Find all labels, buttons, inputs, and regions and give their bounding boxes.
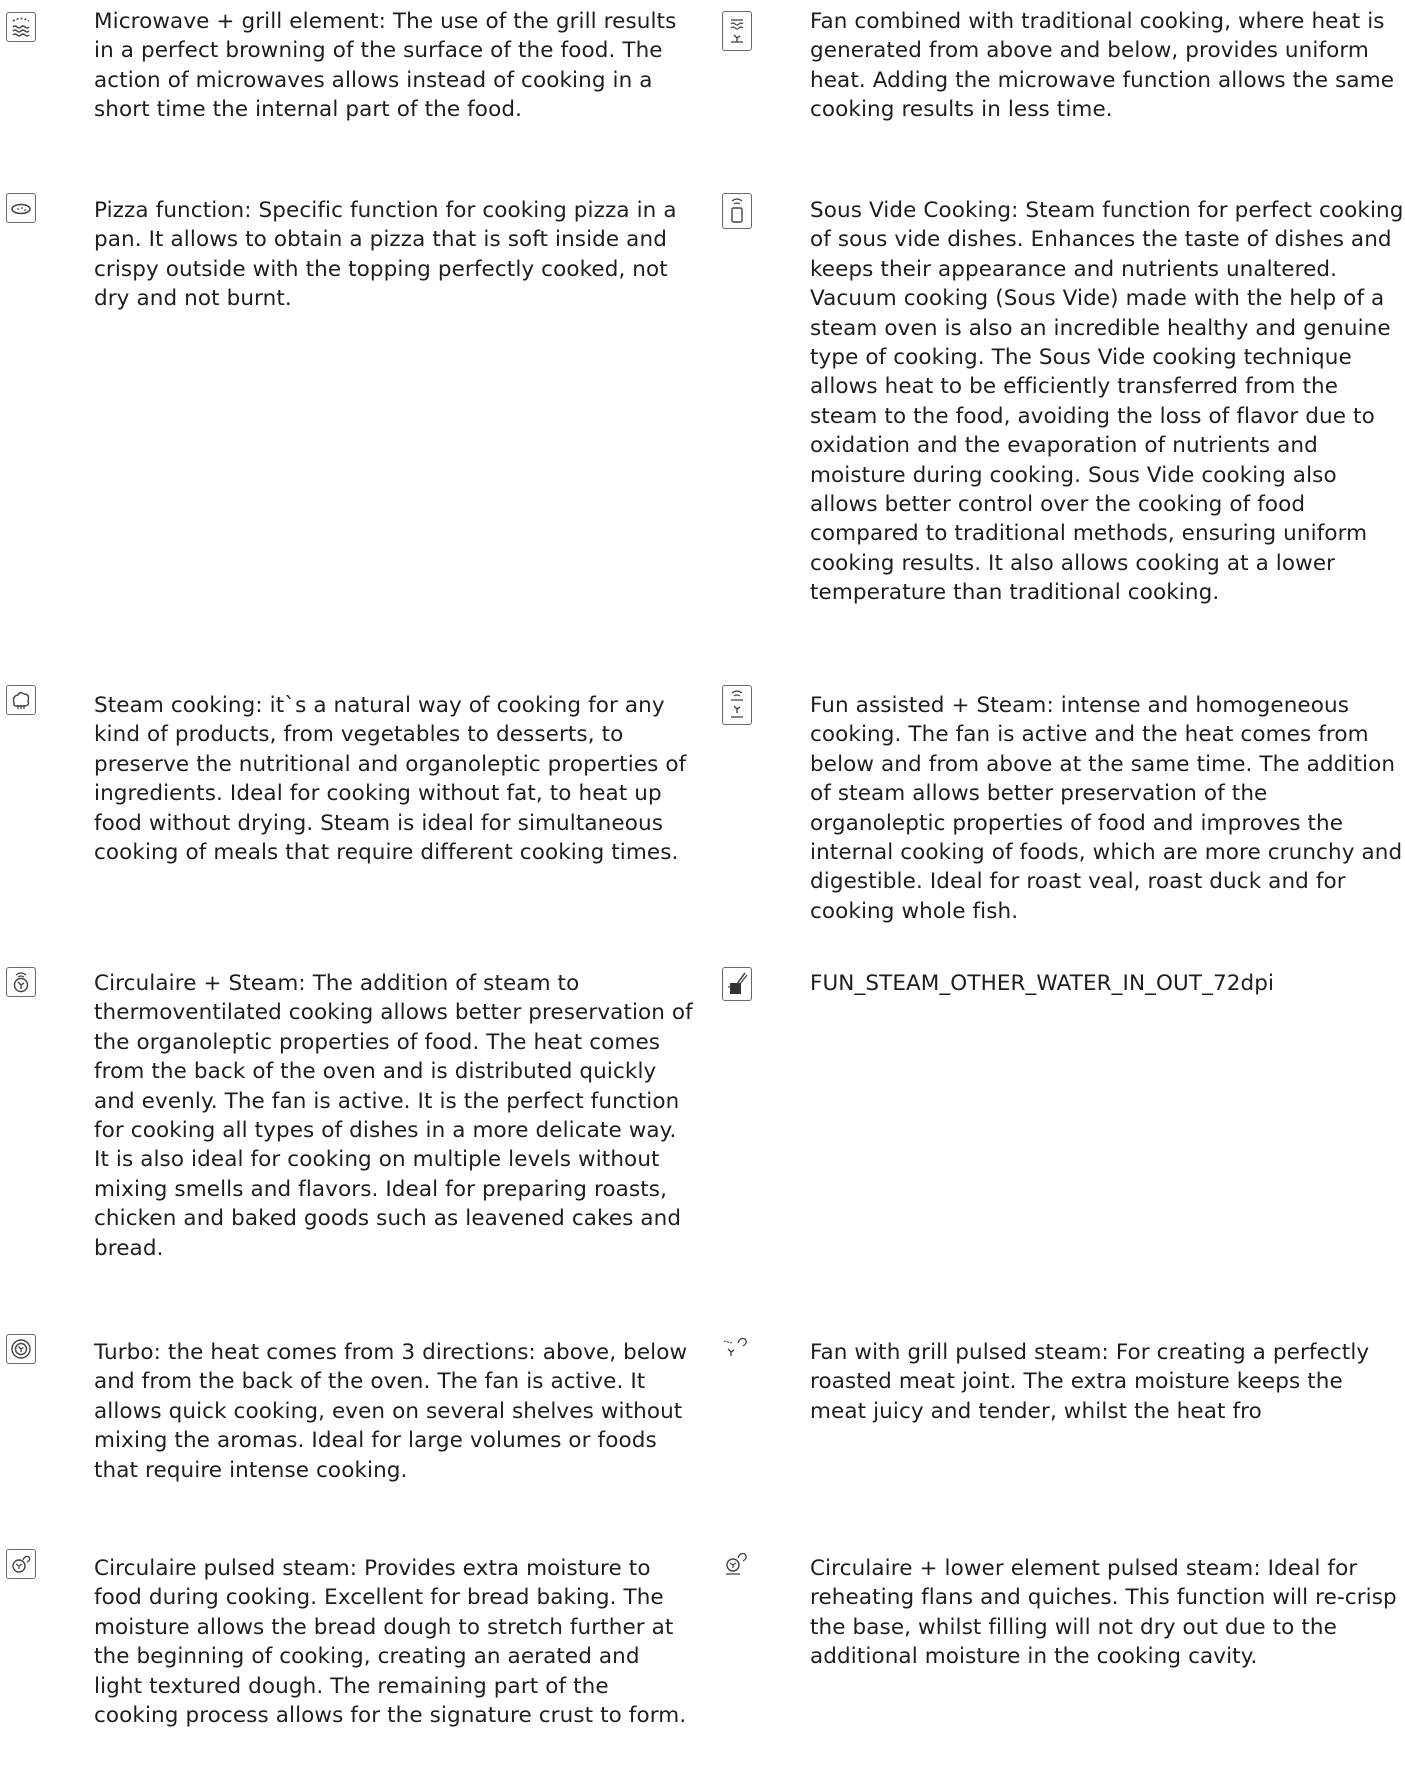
function-description: Sous Vide Cooking: Steam function for perfect cooking of sous vide dishes. Enhances the taste of dishes and keeps their appearance and nutrients unaltered. Vacuum cooking (Sous Vide) made with the help of a steam oven is also an incredible healthy and genuine type of cooking. The Sous Vide cooking technique allows heat to be efficiently transferred from the steam to the food, avoiding the loss of flavor due to oxidation and the evaporation of nutrients and moisture during cooking. Sous Vide cooking also allows better control over the cooking of food compared to traditional methods, ensuring uniform cooking results. It also allows cooking at a lower temperature than traditional cooking. — [810, 198, 1404, 606]
steam-cooking-icon — [6, 685, 36, 715]
function-description: Pizza function: Specific function for cooking pizza in a pan. It allows to obtain a pizza that is soft inside and crispy outside with the topping perfectly cooked, not dry and not burnt. — [94, 198, 677, 312]
microwave-grill-icon — [6, 12, 36, 42]
function-description: Fan with grill pulsed steam: For creating a perfectly roasted meat joint. The extra moisture keeps the meat juicy and tender, whilst the heat fro — [810, 1340, 1370, 1424]
function-description: Microwave + grill element: The use of the grill results in a perfect browning of the surface of the food. The action of microwaves allows instead of cooking in a short time the internal part of the food. — [94, 9, 677, 123]
turbo-icon — [6, 1334, 36, 1364]
function-description: Circulaire pulsed steam: Provides extra moisture to food during cooking. Excellent for bread baking. The moisture allows the bread dough to stretch further at the beginning of cooking, creating an aerated and light textured dough. The remaining part of the cooking process allows for the signature crust to form. — [94, 1556, 687, 1729]
function-description: Fan combined with traditional cooking, where heat is generated from above and below, provides uniform heat. Adding the microwave function allows the same cooking results in less time. — [810, 9, 1395, 123]
function-description: Steam cooking: it`s a natural way of cooking for any kind of products, from vegetables to desserts, to preserve the nutritional and organoleptic properties of ingredients. Ideal for cooking without fat, to heat up food without drying. Steam is ideal for simultaneous cooking of meals that require different cooking times. — [94, 693, 687, 866]
sous-vide-icon — [722, 193, 752, 229]
fan-assisted-steam-icon — [722, 685, 752, 725]
water-in-out-icon — [722, 967, 752, 1001]
circulaire-lower-element-pulsed-steam-icon — [722, 1549, 750, 1577]
circulaire-steam-icon — [6, 967, 36, 997]
function-description: Circulaire + Steam: The addition of steam to thermoventilated cooking allows better preservation of the organoleptic properties of food. The heat comes from the back of the oven and is distributed quickly and evenly. The fan is active. It is the perfect function for cooking all types of dishes in a more delicate way. It is also ideal for cooking on multiple levels without mixing smells and flavors. Ideal for preparing roasts, chicken and baked goods such as leavened cakes and bread. — [94, 971, 693, 1261]
function-description: Fun assisted + Steam: intense and homogeneous cooking. The fan is active and the heat comes from below and from above at the same time. The addition of steam allows better preservation of the organoleptic properties of food and improves the internal cooking of foods, which are more crunchy and digestible. Ideal for roast veal, roast duck and for cooking whole fish. — [810, 693, 1403, 924]
function-description: FUN_STEAM_OTHER_WATER_IN_OUT_72dpi — [810, 971, 1275, 996]
function-description: Circulaire + lower element pulsed steam: Ideal for reheating flans and quiches. This function will re-crisp the base, whilst filling will not dry out due to the additional moisture in the cooking cavity. — [810, 1556, 1397, 1670]
circulaire-pulsed-steam-icon — [6, 1549, 36, 1579]
function-description: Turbo: the heat comes from 3 directions: above, below and from the back of the oven. The fan is active. It allows quick cooking, even on several shelves without mixing the aromas. Ideal for large volumes or foods that require intense cooking. — [94, 1340, 688, 1483]
fan-grill-pulsed-steam-icon — [722, 1334, 750, 1362]
fan-microwave-icon — [722, 11, 752, 51]
pizza-icon — [6, 193, 36, 223]
